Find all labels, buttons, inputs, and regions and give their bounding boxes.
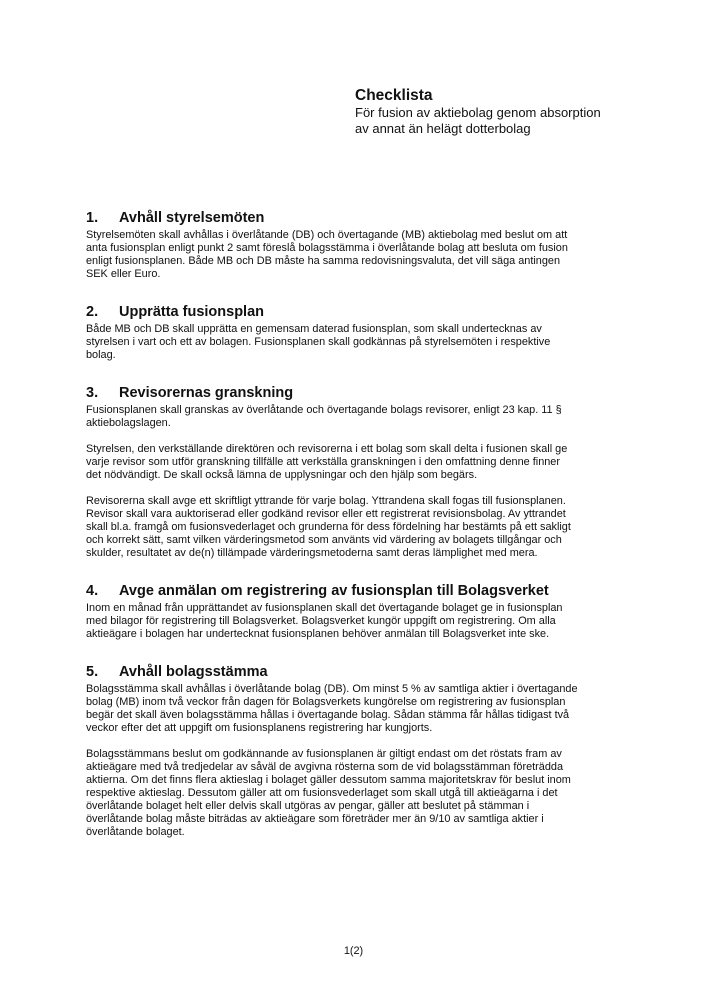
section-number: 2. (86, 304, 99, 320)
section-title: Avhåll styrelsemöten (119, 210, 265, 226)
paragraph: Revisorerna skall avge ett skriftligt yttrande för varje bolag. Yttrandena skall fogas till fusionsplanen. Revisor skall vara auktoriserad eller godkänd revisor eller ett registrerat revisionsbolag. Av yttrandet skall bl.a. framgå om fusionsvederlaget och grunderna för dess fördelning har bestämts på ett sakligt och korrekt sätt, samt vilken värderingsmetod som använts vid värdering av bolagets tillgångar och skulder, resultatet av de(n) tillämpade värderingsmetoderna samt deras lämplighet med mera. (86, 495, 571, 559)
section-number: 4. (86, 583, 99, 599)
section-heading (86, 209, 638, 227)
paragraph: Bolagsstämmans beslut om godkännande av fusionsplanen är giltigt endast om det röstats fram av aktieägare med två tredjedelar av såväl de avgivna rösterna som de vid bolagsstämman företrädda aktierna. Om det finns flera aktieslag i bolaget gäller dessutom samma majoritetskrav för beslut inom respektive aktieslag. Dessutom gäller att om fusionsvederlaget som skall utgå till aktieägarna i det överlåtande bolaget helt eller delvis skall utgöras av pengar, gäller att beslutet på stämman i överlåtande bolag måste biträdas av aktieägare som företräder mer än 9/10 av samtliga aktier i överlåtande bolaget. (86, 748, 571, 838)
paragraph: Bolagsstämma skall avhållas i överlåtande bolag (DB). Om minst 5 % av samtliga aktier i övertagande bolag (MB) inom två veckor från dagen för Bolagsverkets kungörelse om registrering av fusionsplan begär det skall även bolagsstämma hållas i övertagande bolag. Sådan stämma får hållas tidigast två veckor efter det att uppgift om fusionsplanens registrering har kungjorts. (86, 683, 578, 734)
section-title: Revisorernas granskning (119, 385, 294, 401)
paragraph: Styrelsen, den verkställande direktören och revisorerna i ett bolag som skall delta i fusionen skall ge varje revisor som utför granskning tillfälle att verkställa granskningen i den omfattning denne finner det nödvändigt. De skall också lämna de upplysningar och den hjälp som begärs. (86, 443, 568, 481)
paragraph: Fusionsplanen skall granskas av överlåtande och övertagande bolags revisorer, enligt 23 kap. 11 § aktiebolagslagen. (86, 404, 562, 429)
section-1 (86, 209, 638, 281)
section-title: Avhåll bolagsstämma (119, 664, 268, 680)
paragraph: Både MB och DB skall upprätta en gemensam daterad fusionsplan, som skall undertecknas av styrelsen i vart och ett av bolagen. Fusionsplanen skall godkännas på styrelsemöten i respektive bolag. (86, 323, 551, 361)
section-number: 3. (86, 385, 99, 401)
section-3 (86, 384, 638, 560)
paragraph: Inom en månad från upprättandet av fusionsplanen skall det övertagande bolaget ge in fusionsplan med bilagor för registrering till Bolagsverket. Bolagsverket kungör uppgift om registrering. Om alla aktieägare i bolagen har undertecknat fusionsplanen behöver anmälan till Bolagsverket inte ske. (86, 602, 563, 640)
paragraph: Styrelsemöten skall avhållas i överlåtande (DB) och övertagande (MB) aktiebolag med beslut om att anta fusionsplan enligt punkt 2 samt föreslå bolagsstämma i överlåtande bolag att besluta om fusion enligt fusionsplanen. Både MB och DB måste ha samma redovisningsvaluta, det vill säga antingen SEK eller Euro. (86, 229, 568, 280)
section-2 (86, 303, 638, 362)
section-heading (86, 303, 638, 321)
section-4 (86, 582, 638, 641)
section-5 (86, 663, 638, 839)
document-title: Checklista (355, 87, 433, 104)
title-block (355, 86, 685, 136)
document-subtitle: För fusion av aktiebolag genom absorption av annat än helägt dotterbolag (355, 105, 601, 136)
section-title: Avge anmälan om registrering av fusionsplan till Bolagsverket (119, 583, 549, 599)
section-heading (86, 582, 638, 600)
section-title: Upprätta fusionsplan (119, 304, 265, 320)
section-number: 5. (86, 664, 99, 680)
document-body (86, 209, 638, 861)
section-heading (86, 663, 638, 681)
page-number: 1(2) (343, 945, 364, 957)
section-heading (86, 384, 638, 402)
section-number: 1. (86, 210, 99, 226)
